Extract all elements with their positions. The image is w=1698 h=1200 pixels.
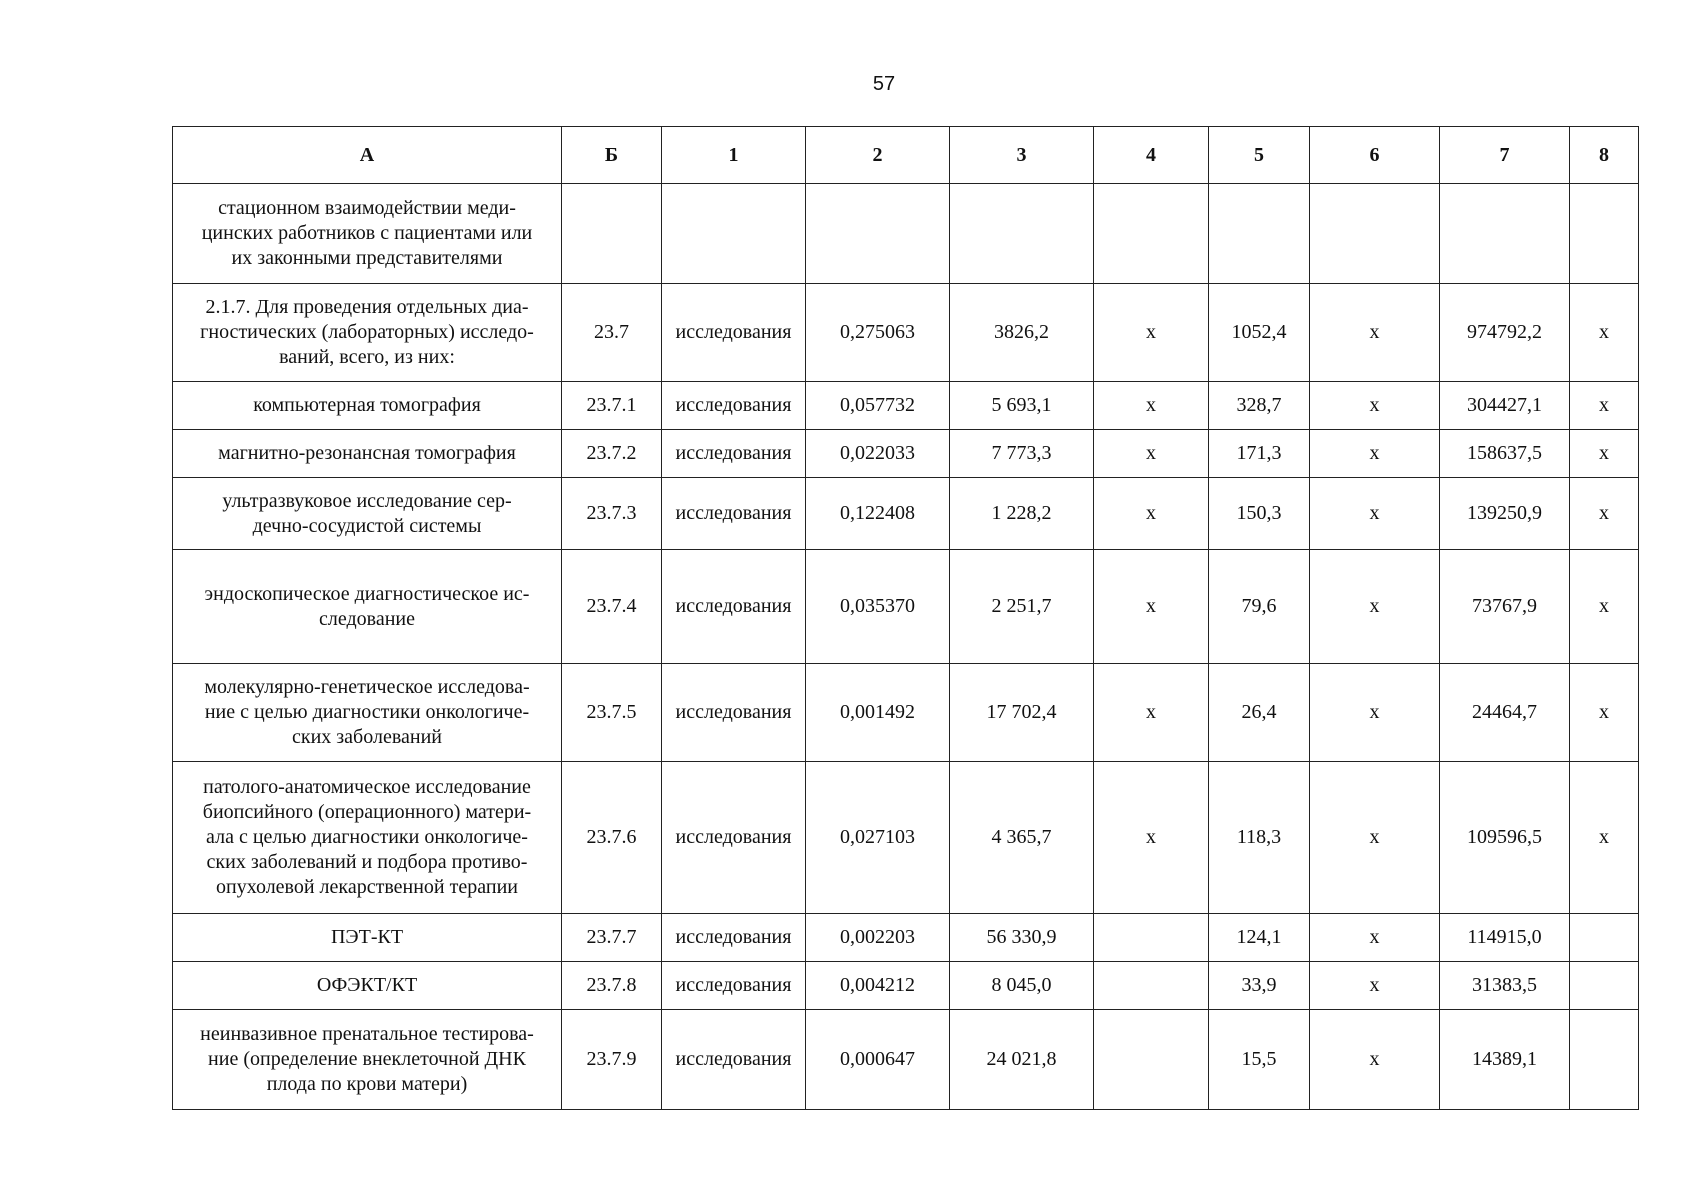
table-cell-col-7: 114915,0 [1440, 914, 1570, 962]
table-cell-col-5: 26,4 [1209, 664, 1310, 762]
table-cell-col-8: х [1570, 430, 1639, 478]
table-cell-col-8: х [1570, 382, 1639, 430]
table-cell-col-7: 109596,5 [1440, 762, 1570, 914]
table-cell-col-b: 23.7.8 [562, 962, 662, 1010]
table-cell-col-6: х [1310, 914, 1440, 962]
table-row [173, 382, 1639, 430]
table-cell-col-2: 0,122408 [806, 478, 950, 550]
header-col-b: Б [562, 127, 662, 184]
table-cell-col-1: исследования [662, 664, 806, 762]
header-col-1: 1 [662, 127, 806, 184]
table-cell-col-7: 14389,1 [1440, 1010, 1570, 1110]
table-cell-col-b: 23.7.7 [562, 914, 662, 962]
table-cell-col-6: х [1310, 382, 1440, 430]
table-cell-col-2: 0,057732 [806, 382, 950, 430]
table-cell-col-8 [1570, 962, 1639, 1010]
table-cell-col-8: х [1570, 664, 1639, 762]
table-cell-col-4 [1094, 962, 1209, 1010]
table-cell-col-3: 2 251,7 [950, 550, 1094, 664]
table-cell-col-3: 1 228,2 [950, 478, 1094, 550]
table-cell-col-6 [1310, 184, 1440, 284]
header-col-5: 5 [1209, 127, 1310, 184]
table-cell-col-a: эндоскопическое диагностическое ис- следование [173, 550, 562, 664]
table-cell-col-6: х [1310, 430, 1440, 478]
page-number: 57 [872, 73, 896, 95]
table-cell-col-6: х [1310, 962, 1440, 1010]
table-cell-col-7: 974792,2 [1440, 284, 1570, 382]
table-row [173, 550, 1639, 664]
table-cell-col-b: 23.7.6 [562, 762, 662, 914]
table-cell-col-3 [950, 184, 1094, 284]
table-cell-col-5: 79,6 [1209, 550, 1310, 664]
table-cell-col-1: исследования [662, 962, 806, 1010]
table-cell-col-1: исследования [662, 762, 806, 914]
table-cell-col-6: х [1310, 478, 1440, 550]
table-cell-col-1: исследования [662, 1010, 806, 1110]
table-cell-col-5: 171,3 [1209, 430, 1310, 478]
table-cell-col-4: х [1094, 664, 1209, 762]
table-cell-col-a: стационном взаимодействии меди- цинских работников с пациентами или их законными представителями [173, 184, 562, 284]
table-cell-col-a: компьютерная томография [173, 382, 562, 430]
table-cell-col-3: 3826,2 [950, 284, 1094, 382]
table-row [173, 184, 1639, 284]
table-row [173, 430, 1639, 478]
table-cell-col-5 [1209, 184, 1310, 284]
table-row [173, 664, 1639, 762]
table-cell-col-8: х [1570, 550, 1639, 664]
header-col-6: 6 [1310, 127, 1440, 184]
table-cell-col-2: 0,035370 [806, 550, 950, 664]
table-cell-col-a: ультразвуковое исследование сер- дечно-сосудистой системы [173, 478, 562, 550]
table-cell-col-1: исследования [662, 382, 806, 430]
table-cell-col-6: х [1310, 550, 1440, 664]
table-cell-col-b: 23.7.2 [562, 430, 662, 478]
table-cell-col-4: х [1094, 762, 1209, 914]
table-cell-col-1: исследования [662, 550, 806, 664]
table-cell-col-2: 0,000647 [806, 1010, 950, 1110]
table-cell-col-4: х [1094, 382, 1209, 430]
table-cell-col-7 [1440, 184, 1570, 284]
table-cell-col-3: 56 330,9 [950, 914, 1094, 962]
table-cell-col-8 [1570, 184, 1639, 284]
table-cell-col-5: 328,7 [1209, 382, 1310, 430]
table-cell-col-6: х [1310, 284, 1440, 382]
table-cell-col-b: 23.7.4 [562, 550, 662, 664]
table-cell-col-7: 24464,7 [1440, 664, 1570, 762]
header-col-a: А [173, 127, 562, 184]
table-cell-col-1: исследования [662, 430, 806, 478]
table-cell-col-3: 24 021,8 [950, 1010, 1094, 1110]
table-cell-col-8: х [1570, 762, 1639, 914]
header-row [173, 127, 1639, 184]
table-cell-col-2: 0,002203 [806, 914, 950, 962]
header-col-4: 4 [1094, 127, 1209, 184]
table-cell-col-1: исследования [662, 914, 806, 962]
table-cell-col-2: 0,027103 [806, 762, 950, 914]
table-cell-col-b: 23.7.9 [562, 1010, 662, 1110]
table-cell-col-4: х [1094, 430, 1209, 478]
table-cell-col-8 [1570, 1010, 1639, 1110]
table-row [173, 284, 1639, 382]
table-cell-col-a: 2.1.7. Для проведения отдельных диа- гностических (лабораторных) исследо- ваний, всего, из них: [173, 284, 562, 382]
table-cell-col-3: 4 365,7 [950, 762, 1094, 914]
table-cell-col-6: х [1310, 664, 1440, 762]
table-cell-col-4: х [1094, 550, 1209, 664]
table-row [173, 478, 1639, 550]
table-cell-col-4: х [1094, 284, 1209, 382]
table-cell-col-4 [1094, 184, 1209, 284]
table-cell-col-3: 8 045,0 [950, 962, 1094, 1010]
table-cell-col-7: 139250,9 [1440, 478, 1570, 550]
table-row [173, 762, 1639, 914]
table-cell-col-4 [1094, 1010, 1209, 1110]
table-cell-col-8: х [1570, 478, 1639, 550]
table-row [173, 914, 1639, 962]
table-cell-col-4 [1094, 914, 1209, 962]
table-cell-col-6: х [1310, 1010, 1440, 1110]
table-cell-col-1: исследования [662, 478, 806, 550]
table-cell-col-b: 23.7.1 [562, 382, 662, 430]
table-cell-col-5: 33,9 [1209, 962, 1310, 1010]
table-cell-col-7: 73767,9 [1440, 550, 1570, 664]
table-cell-col-2: 0,001492 [806, 664, 950, 762]
table-cell-col-a: ПЭТ-КТ [173, 914, 562, 962]
table-cell-col-8: х [1570, 284, 1639, 382]
table-cell-col-6: х [1310, 762, 1440, 914]
table-cell-col-5: 150,3 [1209, 478, 1310, 550]
table-cell-col-a: магнитно-резонансная томография [173, 430, 562, 478]
table-cell-col-2: 0,004212 [806, 962, 950, 1010]
table-cell-col-b [562, 184, 662, 284]
header-col-8: 8 [1570, 127, 1639, 184]
table-cell-col-1: исследования [662, 284, 806, 382]
data-table [172, 126, 1639, 1110]
table-cell-col-5: 124,1 [1209, 914, 1310, 962]
table-body [173, 184, 1639, 1110]
header-col-2: 2 [806, 127, 950, 184]
table-cell-col-7: 31383,5 [1440, 962, 1570, 1010]
table-cell-col-3: 17 702,4 [950, 664, 1094, 762]
table-cell-col-2: 0,022033 [806, 430, 950, 478]
table-cell-col-3: 7 773,3 [950, 430, 1094, 478]
table-cell-col-a: неинвазивное пренатальное тестирова- ние (определение внеклеточной ДНК плода по крови матери) [173, 1010, 562, 1110]
table-cell-col-4: х [1094, 478, 1209, 550]
table-cell-col-7: 158637,5 [1440, 430, 1570, 478]
table-cell-col-b: 23.7.5 [562, 664, 662, 762]
table-cell-col-2: 0,275063 [806, 284, 950, 382]
table-cell-col-1 [662, 184, 806, 284]
table-cell-col-2 [806, 184, 950, 284]
table-cell-col-a: молекулярно-генетическое исследова- ние с целью диагностики онкологиче- ских заболеваний [173, 664, 562, 762]
table-cell-col-a: ОФЭКТ/КТ [173, 962, 562, 1010]
table-cell-col-7: 304427,1 [1440, 382, 1570, 430]
table-cell-col-a: патолого-анатомическое исследование биопсийного (операционного) матери- ала с целью диагностики онкологиче- ских заболеваний и подбора противо- опухолевой лекарственной терапии [173, 762, 562, 914]
table-cell-col-5: 118,3 [1209, 762, 1310, 914]
table-cell-col-b: 23.7 [562, 284, 662, 382]
table-cell-col-b: 23.7.3 [562, 478, 662, 550]
header-col-3: 3 [950, 127, 1094, 184]
table-cell-col-5: 15,5 [1209, 1010, 1310, 1110]
table-cell-col-3: 5 693,1 [950, 382, 1094, 430]
table-cell-col-5: 1052,4 [1209, 284, 1310, 382]
header-col-7: 7 [1440, 127, 1570, 184]
table-cell-col-8 [1570, 914, 1639, 962]
table-row [173, 1010, 1639, 1110]
table-row [173, 962, 1639, 1010]
